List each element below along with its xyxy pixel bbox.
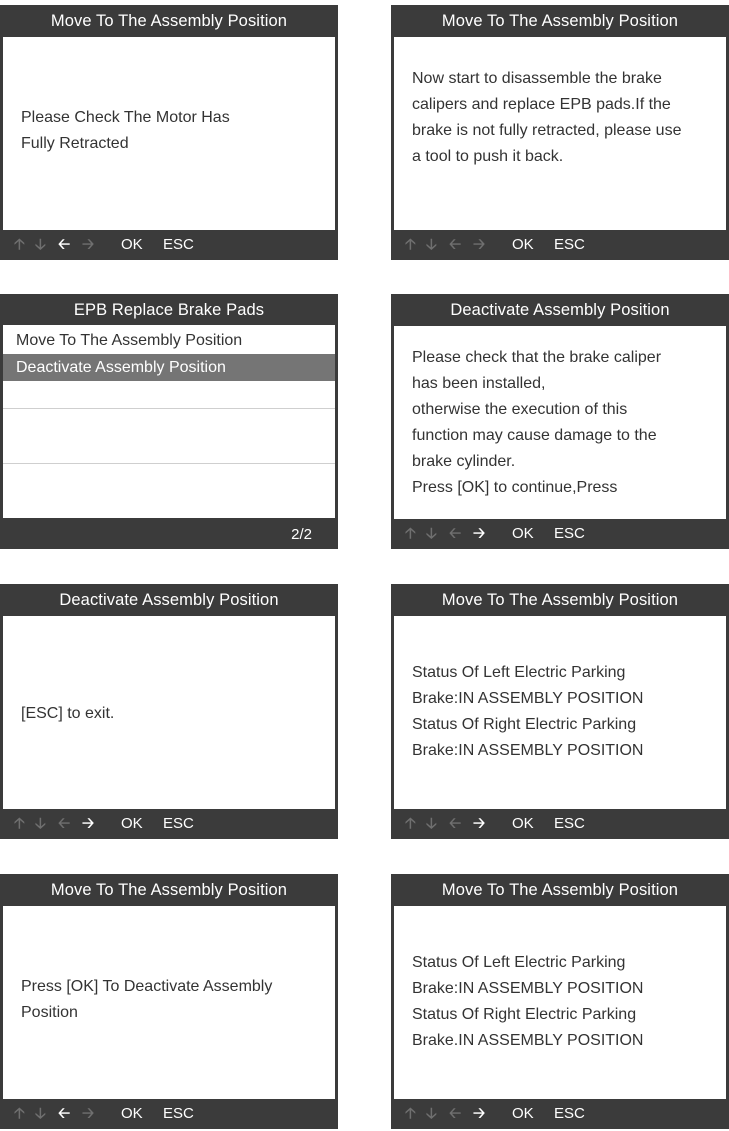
screen-body	[3, 906, 335, 1099]
arrow-down-icon[interactable]: 🡣	[426, 1105, 437, 1122]
arrow-up-icon[interactable]: 🡡	[405, 525, 416, 542]
screen-7-press-ok-deactivate	[0, 874, 338, 1129]
menu-item-deactivate-assembly[interactable]: Deactivate Assembly Position	[3, 354, 335, 381]
screen-body	[3, 616, 335, 809]
arrow-down-icon[interactable]: 🡣	[35, 1105, 46, 1122]
arrow-up-icon[interactable]: 🡡	[14, 815, 25, 832]
screen-title: Move To The Assembly Position	[441, 12, 679, 30]
esc-button[interactable]: ESC	[554, 525, 585, 542]
esc-button[interactable]: ESC	[554, 815, 585, 832]
screen-2-move-to-assembly-instructions	[391, 5, 729, 260]
arrow-down-icon[interactable]: 🡣	[35, 815, 46, 832]
ok-button[interactable]: OK	[512, 1105, 534, 1122]
arrow-left-icon[interactable]: 🡠	[58, 236, 71, 253]
menu-list	[3, 325, 335, 518]
message-text	[412, 660, 718, 764]
message-line: Status Of Left Electric Parking	[412, 954, 626, 971]
message-line: Press [OK] to continue,Press	[412, 479, 618, 496]
message-line: Brake.IN ASSEMBLY POSITION	[412, 1032, 644, 1049]
arrow-up-icon[interactable]: 🡡	[405, 815, 416, 832]
screen-1-move-to-assembly	[0, 5, 338, 260]
esc-button[interactable]: ESC	[163, 815, 194, 832]
message-line: Press [OK] To Deactivate Assembly	[21, 978, 273, 995]
arrow-right-icon[interactable]: 🡢	[82, 1105, 95, 1122]
screen-footer	[0, 1099, 338, 1129]
arrow-left-icon[interactable]: 🡠	[449, 525, 462, 542]
ok-button[interactable]: OK	[121, 1105, 143, 1122]
arrow-left-icon[interactable]: 🡠	[449, 236, 462, 253]
arrow-right-icon[interactable]: 🡢	[473, 815, 486, 832]
arrow-up-icon[interactable]: 🡡	[14, 236, 25, 253]
screen-4-deactivate-warning	[391, 294, 729, 549]
ok-button[interactable]: OK	[512, 236, 534, 253]
screen-body	[394, 37, 726, 230]
screen-body	[394, 326, 726, 519]
message-line: calipers and replace EPB pads.If the	[412, 96, 671, 113]
arrow-right-icon[interactable]: 🡢	[82, 236, 95, 253]
screen-title: Move To The Assembly Position	[50, 881, 288, 899]
esc-button[interactable]: ESC	[163, 1105, 194, 1122]
screen-body	[394, 906, 726, 1099]
arrow-down-icon[interactable]: 🡣	[426, 815, 437, 832]
screen-title: Deactivate Assembly Position	[59, 591, 279, 609]
esc-button[interactable]: ESC	[554, 236, 585, 253]
esc-button[interactable]: ESC	[163, 236, 194, 253]
screen-title: Move To The Assembly Position	[441, 591, 679, 609]
arrow-right-icon[interactable]: 🡢	[82, 815, 95, 832]
screen-footer	[0, 230, 338, 260]
message-text	[21, 701, 327, 727]
page-indicator: 2/2	[291, 526, 312, 543]
screen-3-epb-menu	[0, 294, 338, 549]
screen-title: Move To The Assembly Position	[50, 12, 288, 30]
message-text	[412, 950, 718, 1054]
arrow-up-icon[interactable]: 🡡	[405, 236, 416, 253]
message-line: brake is not fully retracted, please use	[412, 122, 682, 139]
message-line: Status Of Right Electric Parking	[412, 716, 637, 733]
message-line: Fully Retracted	[21, 135, 129, 152]
message-line: brake cylinder.	[412, 453, 516, 470]
screen-5-deactivate-exit	[0, 584, 338, 839]
screen-title: Deactivate Assembly Position	[450, 301, 670, 319]
menu-divider	[3, 463, 335, 464]
arrow-down-icon[interactable]: 🡣	[35, 236, 46, 253]
screen-footer	[391, 519, 729, 549]
arrow-left-icon[interactable]: 🡠	[58, 815, 71, 832]
message-line: Please Check The Motor Has	[21, 109, 230, 126]
arrow-right-icon[interactable]: 🡢	[473, 236, 486, 253]
message-line: [ESC] to exit.	[21, 705, 115, 722]
screen-6-assembly-status	[391, 584, 729, 839]
message-line: Now start to disassemble the brake	[412, 70, 662, 87]
message-line: has been installed,	[412, 375, 546, 392]
arrow-down-icon[interactable]: 🡣	[426, 236, 437, 253]
menu-divider	[3, 408, 335, 409]
ok-button[interactable]: OK	[121, 236, 143, 253]
arrow-right-icon[interactable]: 🡢	[473, 1105, 486, 1122]
ok-button[interactable]: OK	[121, 815, 143, 832]
screen-footer	[0, 519, 338, 549]
message-line: Brake:IN ASSEMBLY POSITION	[412, 980, 644, 997]
arrow-down-icon[interactable]: 🡣	[426, 525, 437, 542]
screen-title: EPB Replace Brake Pads	[73, 301, 265, 319]
screen-8-assembly-status	[391, 874, 729, 1129]
ok-button[interactable]: OK	[512, 525, 534, 542]
arrow-left-icon[interactable]: 🡠	[449, 1105, 462, 1122]
message-line: Status Of Right Electric Parking	[412, 1006, 637, 1023]
arrow-up-icon[interactable]: 🡡	[405, 1105, 416, 1122]
screen-title: Move To The Assembly Position	[441, 881, 679, 899]
arrow-left-icon[interactable]: 🡠	[58, 1105, 71, 1122]
screen-footer	[391, 1099, 729, 1129]
message-text	[21, 974, 327, 1026]
esc-button[interactable]: ESC	[554, 1105, 585, 1122]
message-text	[21, 105, 327, 157]
menu-item-move-to-assembly[interactable]: Move To The Assembly Position	[16, 332, 243, 349]
message-line: Brake:IN ASSEMBLY POSITION	[412, 742, 644, 759]
message-text	[412, 345, 718, 501]
screen-footer	[0, 809, 338, 839]
arrow-up-icon[interactable]: 🡡	[14, 1105, 25, 1122]
message-line: Please check that the brake caliper	[412, 349, 662, 366]
screen-body	[394, 616, 726, 809]
message-text	[412, 66, 718, 170]
screen-body	[3, 37, 335, 230]
arrow-right-icon[interactable]: 🡢	[473, 525, 486, 542]
message-line: function may cause damage to the	[412, 427, 657, 444]
message-line: otherwise the execution of this	[412, 401, 628, 418]
screen-footer	[391, 230, 729, 260]
message-line: Brake:IN ASSEMBLY POSITION	[412, 690, 644, 707]
screen-footer	[391, 809, 729, 839]
ok-button[interactable]: OK	[512, 815, 534, 832]
message-line: Status Of Left Electric Parking	[412, 664, 626, 681]
message-line: Position	[21, 1004, 78, 1021]
message-line: a tool to push it back.	[412, 148, 564, 165]
arrow-left-icon[interactable]: 🡠	[449, 815, 462, 832]
